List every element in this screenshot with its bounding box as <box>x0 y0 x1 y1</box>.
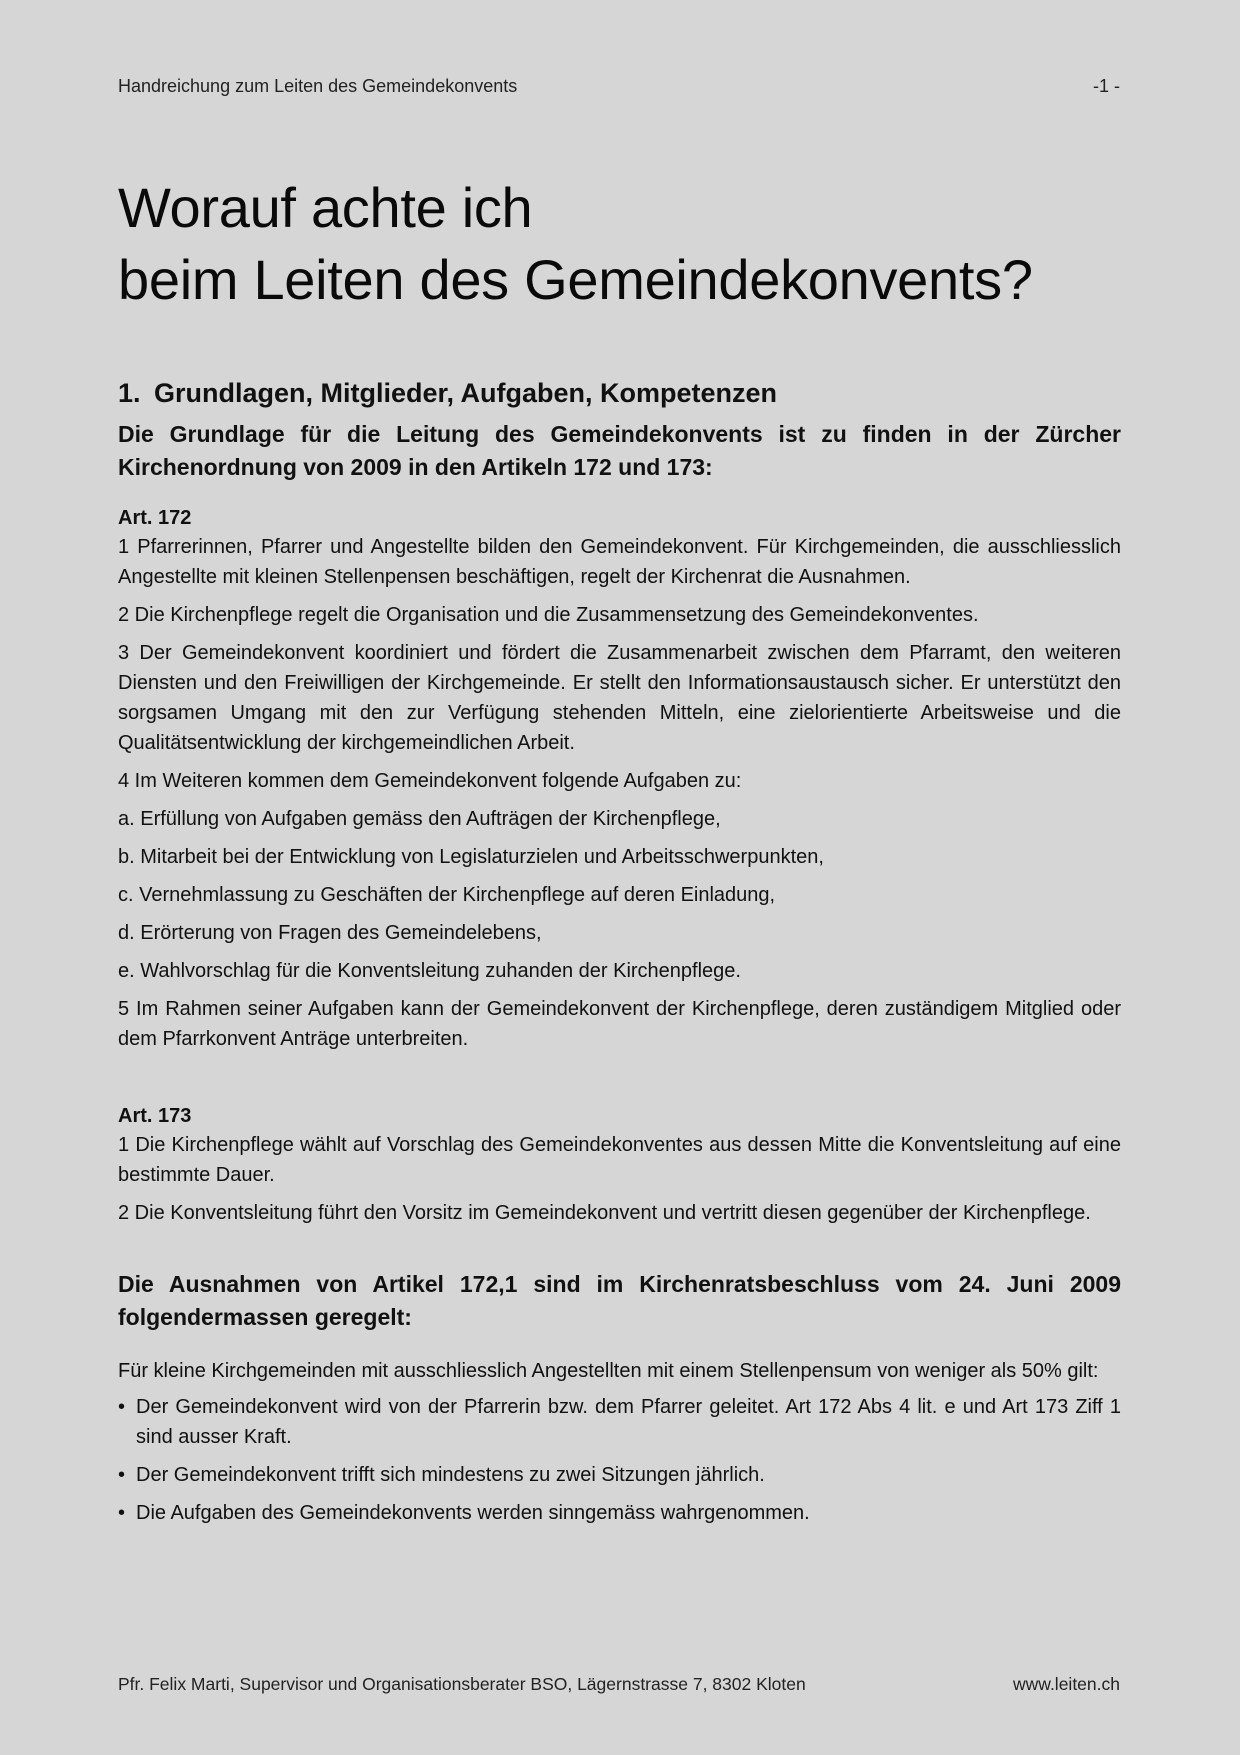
page-title-line-2: beim Leiten des Gemeindekonvents? <box>118 248 1033 311</box>
list-item-text: Der Gemeindekonvent wird von der Pfarrerin bzw. dem Pfarrer geleitet. Art 172 Abs 4 lit. e und Art 173 Ziff 1 sind ausser Kraft. <box>136 1396 1121 1448</box>
footer-author: Pfr. Felix Marti, Supervisor und Organisationsberater BSO, Lägernstrasse 7, 8302 Kloten <box>118 1674 806 1694</box>
art172-item-c: c. Vernehmlassung zu Geschäften der Kirchenpflege auf deren Einladung, <box>118 884 776 906</box>
art173-paragraph-2: 2 Die Konventsleitung führt den Vorsitz im Gemeindekonvent und vertritt diesen gegenüber der Kirchenpflege. <box>118 1202 1091 1224</box>
art173-paragraph-1: 1 Die Kirchenpflege wählt auf Vorschlag des Gemeindekonventes aus dessen Mitte die Konventsleitung auf eine bestimmte Dauer. <box>118 1134 1121 1186</box>
bullet-icon: • <box>118 1502 126 1524</box>
art172-paragraph-3: 3 Der Gemeindekonvent koordiniert und fördert die Zusammenarbeit zwischen dem Pfarramt, den weiteren Diensten und den Freiwilligen der Kirchgemeinde. Er stellt den Informationsaustausch sicher. Er unterstützt den sorgsamen Umgang mit den zur Verfügung stehenden Mitteln, eine zielorientierte Arbeitsweise und die Qualitätsentwicklung der kirchgemeindlichen Arbeit. <box>118 642 1121 754</box>
art172-paragraph-5: 5 Im Rahmen seiner Aufgaben kann der Gemeindekonvent der Kirchenpflege, deren zuständigem Mitglied oder dem Pfarrkonvent Anträge unterbreiten. <box>118 998 1121 1050</box>
lead-paragraph: Die Grundlage für die Leitung des Gemeindekonvents ist zu finden in der Zürcher Kirchenordnung von 2009 in den Artikeln 172 und 173: <box>118 421 1121 480</box>
page-number: -1 - <box>1093 76 1120 96</box>
art172-item-e: e. Wahlvorschlag für die Konventsleitung zuhanden der Kirchenpflege. <box>118 960 741 982</box>
exceptions-list <box>118 1392 1121 1528</box>
running-footer <box>118 1674 1120 1695</box>
exceptions-intro: Für kleine Kirchgemeinden mit ausschliesslich Angestellten mit einem Stellenpensum von weniger als 50% gilt: <box>118 1360 1099 1382</box>
article-172-title: Art. 172 <box>118 507 192 529</box>
footer-website-link[interactable]: www.leiten.ch <box>1013 1674 1120 1694</box>
section-heading <box>118 376 1121 410</box>
article-172 <box>118 504 1121 1054</box>
art172-item-a: a. Erfüllung von Aufgaben gemäss den Aufträgen der Kirchenpflege, <box>118 808 721 830</box>
section-number: 1. <box>118 378 141 408</box>
bullet-icon: • <box>118 1464 126 1486</box>
page-title-line-1: Worauf achte ich <box>118 176 533 239</box>
header-title: Handreichung zum Leiten des Gemeindekonvents <box>118 76 518 96</box>
art172-paragraph-1: 1 Pfarrerinnen, Pfarrer und Angestellte bilden den Gemeindekonvent. Für Kirchgemeinden, die ausschliesslich Angestellte mit kleinen Stellenpensen beschäftigen, regelt der Kirchenrat die Ausnahmen. <box>118 536 1121 588</box>
list-item <box>118 1498 1121 1528</box>
list-item-text: Der Gemeindekonvent trifft sich mindestens zu zwei Sitzungen jährlich. <box>136 1464 765 1486</box>
section-title: Grundlagen, Mitglieder, Aufgaben, Kompetenzen <box>154 378 778 408</box>
page-title <box>118 172 1121 316</box>
art172-item-b: b. Mitarbeit bei der Entwicklung von Legislaturzielen und Arbeitsschwerpunkten, <box>118 846 824 868</box>
exceptions-heading: Die Ausnahmen von Artikel 172,1 sind im Kirchenratsbeschluss vom 24. Juni 2009 folgendermassen geregelt: <box>118 1271 1121 1330</box>
article-173 <box>118 1102 1121 1228</box>
main-content <box>118 172 1121 1536</box>
running-header <box>118 76 1120 97</box>
list-item-text: Die Aufgaben des Gemeindekonvents werden sinngemäss wahrgenommen. <box>136 1502 810 1524</box>
art172-paragraph-2: 2 Die Kirchenpflege regelt die Organisation und die Zusammensetzung des Gemeindekonventes. <box>118 604 979 626</box>
article-173-title: Art. 173 <box>118 1105 192 1127</box>
list-item <box>118 1392 1121 1452</box>
art172-item-d: d. Erörterung von Fragen des Gemeindelebens, <box>118 922 542 944</box>
list-item <box>118 1460 1121 1490</box>
art172-paragraph-4: 4 Im Weiteren kommen dem Gemeindekonvent folgende Aufgaben zu: <box>118 770 742 792</box>
bullet-icon: • <box>118 1396 126 1418</box>
